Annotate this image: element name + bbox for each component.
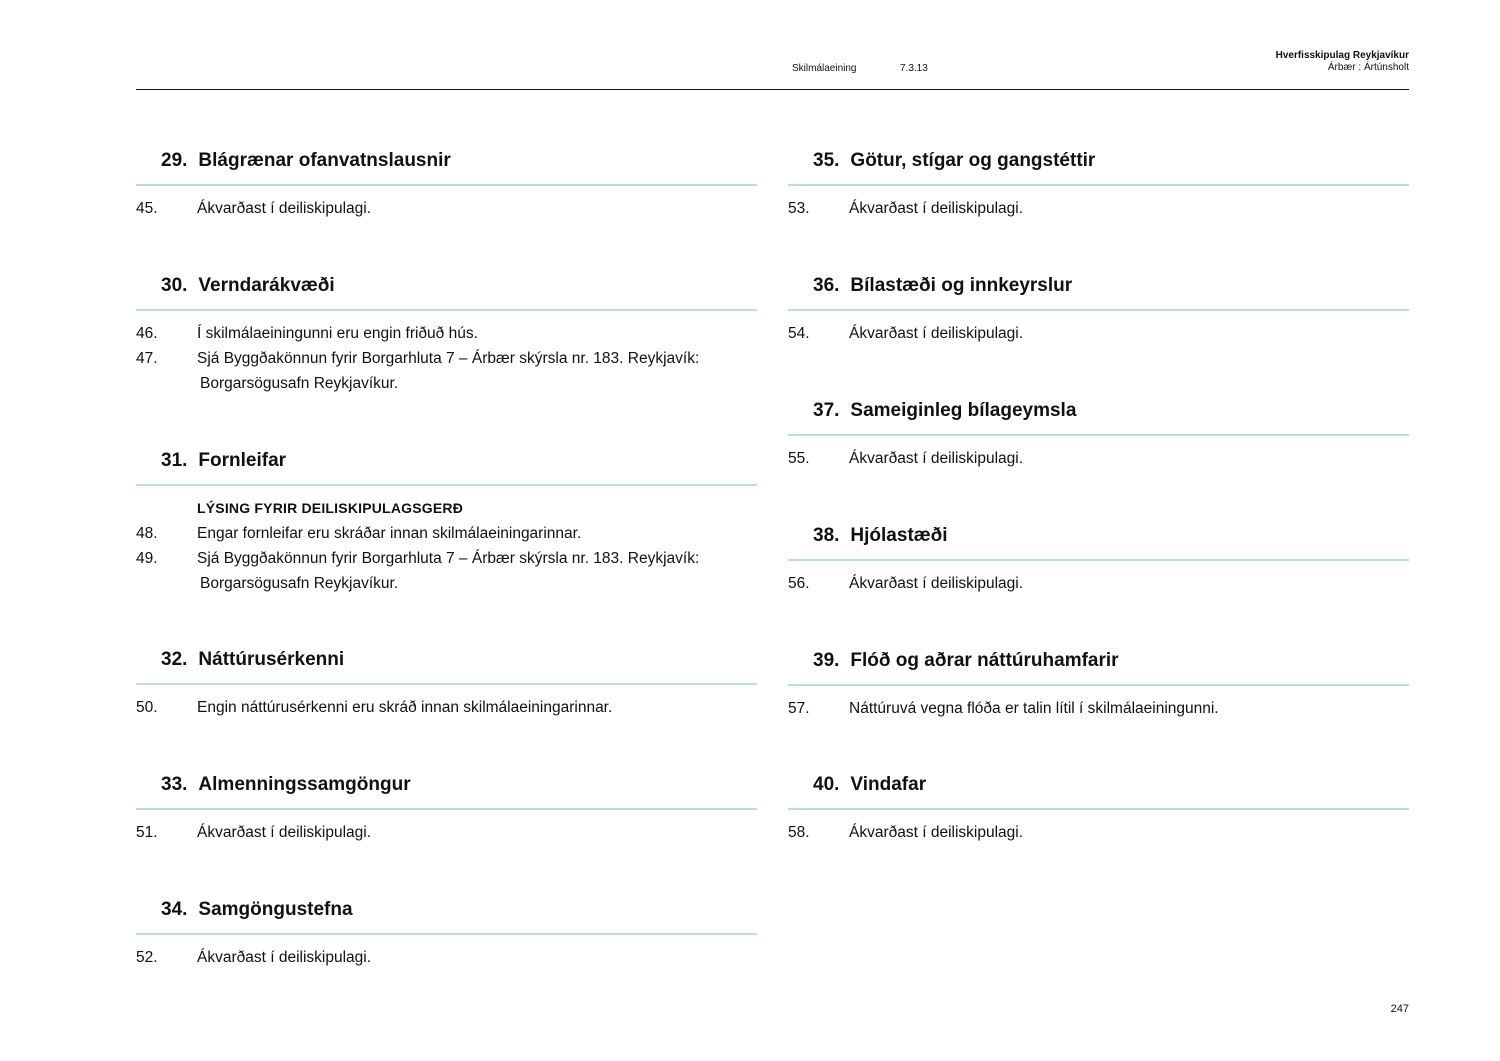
section-heading bbox=[136, 761, 757, 810]
section-heading bbox=[136, 636, 757, 685]
section-heading bbox=[788, 262, 1409, 311]
section-title: Flóð og aðrar náttúruhamfarir bbox=[850, 649, 1119, 671]
list-item bbox=[136, 346, 757, 396]
section-heading bbox=[136, 137, 757, 186]
section-29 bbox=[136, 137, 757, 262]
section-heading bbox=[788, 512, 1409, 561]
item-number: 48. bbox=[136, 525, 158, 542]
section-36 bbox=[788, 262, 1409, 387]
page-number: 247 bbox=[1390, 1003, 1409, 1015]
item-number: 55. bbox=[788, 450, 810, 467]
item-number: 47. bbox=[136, 350, 158, 367]
item-text: Sjá Byggðakönnun fyrir Borgarhluta 7 – Árbær skýrsla nr. 183. Reykjavík: bbox=[197, 550, 700, 567]
list-item bbox=[136, 546, 757, 596]
item-number: 56. bbox=[788, 575, 810, 592]
item-text: Ákvarðast í deiliskipulagi. bbox=[197, 949, 372, 966]
section-39 bbox=[788, 637, 1409, 761]
section-35 bbox=[788, 137, 1409, 262]
section-title: Náttúrusérkenni bbox=[198, 648, 345, 670]
item-text: Ákvarðast í deiliskipulagi. bbox=[849, 325, 1024, 342]
section-title: Hjólastæði bbox=[850, 524, 948, 546]
document-header bbox=[1276, 50, 1409, 74]
section-title: Bílastæði og innkeyrslur bbox=[850, 274, 1073, 296]
list-item bbox=[136, 945, 757, 970]
item-text: Ákvarðast í deiliskipulagi. bbox=[197, 824, 372, 841]
section-title: Almenningssamgöngur bbox=[198, 773, 411, 795]
item-number: 57. bbox=[788, 700, 810, 717]
item-text: Ákvarðast í deiliskipulagi. bbox=[849, 200, 1024, 217]
item-number: 46. bbox=[136, 325, 158, 342]
right-column bbox=[788, 137, 1409, 861]
section-number: 39. bbox=[813, 649, 840, 671]
section-31 bbox=[136, 437, 757, 636]
item-number: 54. bbox=[788, 325, 810, 342]
section-number: 33. bbox=[161, 773, 188, 795]
list-item bbox=[136, 695, 757, 720]
item-number: 51. bbox=[136, 824, 158, 841]
section-30 bbox=[136, 262, 757, 437]
section-38 bbox=[788, 512, 1409, 637]
list-item bbox=[788, 321, 1409, 346]
section-title: Blágrænar ofanvatnslausnir bbox=[198, 149, 451, 171]
item-text: Engar fornleifar eru skráðar innan skilmálaeiningarinnar. bbox=[197, 525, 582, 542]
item-text: Náttúruvá vegna flóða er talin lítil í skilmálaeiningunni. bbox=[849, 700, 1219, 717]
left-column bbox=[136, 137, 757, 976]
item-number: 45. bbox=[136, 200, 158, 217]
list-item bbox=[136, 521, 757, 546]
item-number: 50. bbox=[136, 699, 158, 716]
section-number: 38. bbox=[813, 524, 840, 546]
item-text: Engin náttúrusérkenni eru skráð innan skilmálaeiningarinnar. bbox=[197, 699, 613, 716]
item-text: Ákvarðast í deiliskipulagi. bbox=[849, 824, 1024, 841]
section-40 bbox=[788, 761, 1409, 861]
item-text: Ákvarðast í deiliskipulagi. bbox=[849, 450, 1024, 467]
section-heading bbox=[788, 637, 1409, 686]
item-number: 49. bbox=[136, 550, 158, 567]
section-heading bbox=[136, 262, 757, 311]
item-text: Ákvarðast í deiliskipulagi. bbox=[197, 200, 372, 217]
section-code: 7.3.13 bbox=[900, 63, 928, 74]
list-item bbox=[136, 321, 757, 346]
section-33 bbox=[136, 761, 757, 886]
document-title: Hverfisskipulag Reykjavíkur bbox=[1275, 50, 1409, 61]
section-number: 36. bbox=[813, 274, 840, 296]
section-title: Samgöngustefna bbox=[198, 898, 353, 920]
section-heading bbox=[136, 437, 757, 486]
section-32 bbox=[136, 636, 757, 761]
section-title: Fornleifar bbox=[198, 449, 287, 471]
section-title: Vindafar bbox=[850, 773, 927, 795]
section-number: 34. bbox=[161, 898, 188, 920]
item-text-continuation: Borgarsögusafn Reykjavíkur. bbox=[200, 575, 399, 592]
section-34 bbox=[136, 886, 757, 976]
section-title: Götur, stígar og gangstéttir bbox=[850, 149, 1096, 171]
list-item bbox=[788, 446, 1409, 471]
section-title: Verndarákvæði bbox=[198, 274, 335, 296]
item-text: Ákvarðast í deiliskipulagi. bbox=[849, 575, 1024, 592]
section-heading bbox=[788, 761, 1409, 810]
header-rule bbox=[136, 89, 1409, 90]
section-number: 29. bbox=[161, 149, 188, 171]
list-item bbox=[788, 696, 1409, 721]
section-heading bbox=[788, 137, 1409, 186]
section-title: Sameiginleg bílageymsla bbox=[850, 399, 1077, 421]
subheading: LÝSING FYRIR DEILISKIPULAGSGERÐ bbox=[197, 500, 463, 516]
section-number: 37. bbox=[813, 399, 840, 421]
list-item bbox=[136, 196, 757, 221]
section-heading bbox=[136, 886, 757, 935]
item-text: Sjá Byggðakönnun fyrir Borgarhluta 7 – Árbær skýrsla nr. 183. Reykjavík: bbox=[197, 350, 700, 367]
item-number: 52. bbox=[136, 949, 158, 966]
list-item bbox=[788, 196, 1409, 221]
section-number: 30. bbox=[161, 274, 188, 296]
section-37 bbox=[788, 387, 1409, 512]
item-number: 53. bbox=[788, 200, 810, 217]
item-text-continuation: Borgarsögusafn Reykjavíkur. bbox=[200, 375, 399, 392]
list-item bbox=[788, 571, 1409, 596]
section-heading bbox=[788, 387, 1409, 436]
list-item bbox=[136, 820, 757, 845]
section-label: Skilmálaeining bbox=[792, 63, 857, 74]
item-number: 58. bbox=[788, 824, 810, 841]
section-number: 32. bbox=[161, 648, 188, 670]
item-text: Í skilmálaeiningunni eru engin friðuð hús. bbox=[197, 325, 478, 342]
list-item bbox=[788, 820, 1409, 845]
section-number: 40. bbox=[813, 773, 840, 795]
document-subtitle: Árbær : Ártúnsholt bbox=[1327, 62, 1409, 73]
section-number: 35. bbox=[813, 149, 840, 171]
section-number: 31. bbox=[161, 449, 188, 471]
